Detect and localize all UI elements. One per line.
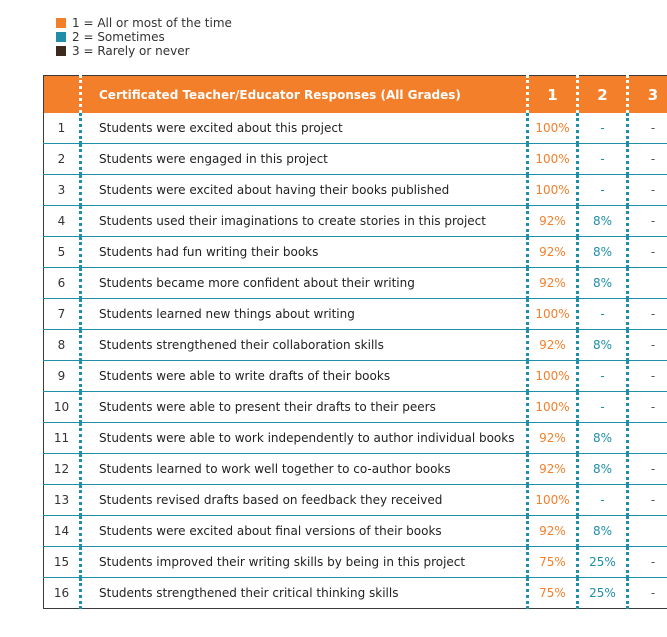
row-value-1: 92% [528,237,578,268]
row-statement: Students were able to present their drafts to their peers [81,392,528,423]
row-value-1: 92% [528,516,578,547]
header-row [44,76,667,114]
row-value-1: 100% [528,392,578,423]
row-value-2: - [578,144,628,175]
row-statement: Students learned to work well together to co-author books [81,454,528,485]
row-value-3: - [628,578,667,609]
table-row [44,578,667,609]
table-row [44,268,667,299]
row-value-3 [628,423,667,454]
legend-label-3: 3 = Rarely or never [72,44,190,58]
row-value-1: 75% [528,547,578,578]
row-value-1: 100% [528,144,578,175]
table-row [44,454,667,485]
row-value-2: - [578,392,628,423]
row-number: 9 [44,361,81,392]
row-value-3: - [628,237,667,268]
row-statement: Students strengthened their collaboration skills [81,330,528,361]
row-value-2: 25% [578,578,628,609]
row-value-1: 100% [528,485,578,516]
row-number: 5 [44,237,81,268]
row-value-1: 100% [528,175,578,206]
row-value-2: 8% [578,330,628,361]
row-statement: Students were excited about having their books published [81,175,528,206]
responses-table [43,75,667,609]
row-value-2: 8% [578,454,628,485]
row-value-2: 8% [578,237,628,268]
header-col-1: 1 [528,76,578,114]
table-row [44,485,667,516]
table-row [44,299,667,330]
row-statement: Students learned new things about writing [81,299,528,330]
row-number: 7 [44,299,81,330]
row-number: 6 [44,268,81,299]
legend-item-1 [56,16,232,30]
table-row [44,423,667,454]
row-value-3 [628,516,667,547]
row-value-3: - [628,547,667,578]
row-value-1: 75% [528,578,578,609]
table-row [44,237,667,268]
row-number: 8 [44,330,81,361]
row-statement: Students were excited about final versions of their books [81,516,528,547]
row-value-3: - [628,392,667,423]
row-value-2: 8% [578,268,628,299]
row-value-2: - [578,361,628,392]
legend-swatch-orange [56,18,66,28]
row-value-3: - [628,330,667,361]
row-value-2: - [578,485,628,516]
row-value-3: - [628,361,667,392]
row-statement: Students were able to work independently to author individual books [81,423,528,454]
legend-item-2 [56,30,232,44]
row-number: 10 [44,392,81,423]
table-row [44,547,667,578]
row-value-1: 92% [528,268,578,299]
table-body [44,113,667,609]
row-number: 13 [44,485,81,516]
header-num-cell [44,76,81,114]
row-statement: Students revised drafts based on feedback they received [81,485,528,516]
row-statement: Students were excited about this project [81,113,528,144]
row-statement: Students were engaged in this project [81,144,528,175]
row-statement: Students were able to write drafts of their books [81,361,528,392]
row-value-1: 92% [528,454,578,485]
table-row [44,144,667,175]
legend-swatch-brown [56,46,66,56]
row-number: 4 [44,206,81,237]
row-statement: Students strengthened their critical thinking skills [99,586,399,600]
row-value-2: - [578,175,628,206]
row-value-3: - [628,144,667,175]
header-title: Certificated Teacher/Educator Responses (All Grades) [81,76,528,114]
header-col-3: 3 [628,76,667,114]
legend-label-1: 1 = All or most of the time [72,16,232,30]
legend-swatch-teal [56,32,66,42]
row-value-1: 92% [528,423,578,454]
table-row [44,175,667,206]
table-row [44,392,667,423]
row-value-3: - [628,175,667,206]
row-value-2: 8% [578,206,628,237]
legend [56,16,232,58]
row-value-2: 8% [578,516,628,547]
table-row [44,330,667,361]
table-row [44,361,667,392]
row-value-1: 100% [528,361,578,392]
row-value-2: - [578,113,628,144]
row-value-3: - [628,454,667,485]
row-value-3: - [628,485,667,516]
row-value-3: - [628,113,667,144]
header-col-2: 2 [578,76,628,114]
row-value-2: 8% [578,423,628,454]
row-value-1: 92% [528,330,578,361]
row-number: 14 [44,516,81,547]
row-number: 12 [44,454,81,485]
table-row [44,113,667,144]
row-number: 2 [44,144,81,175]
row-value-2: - [578,299,628,330]
table-row [44,206,667,237]
legend-label-2: 2 = Sometimes [72,30,165,44]
row-number: 15 [44,547,81,578]
row-number: 11 [44,423,81,454]
row-value-3: - [628,299,667,330]
row-value-1: 100% [528,299,578,330]
legend-item-3 [56,44,232,58]
row-statement: Students improved their writing skills by being in this project [81,547,528,578]
table-header [44,76,667,114]
row-number: 3 [44,175,81,206]
row-value-3 [628,268,667,299]
row-value-1: 100% [528,113,578,144]
table-row [44,516,667,547]
row-value-2: 25% [578,547,628,578]
row-number: 16 [44,578,81,609]
row-number: 1 [44,113,81,144]
row-statement: Students became more confident about their writing [81,268,528,299]
row-statement: Students had fun writing their books [81,237,528,268]
row-value-1: 92% [528,206,578,237]
row-value-3: - [628,206,667,237]
row-statement: Students used their imaginations to create stories in this project [81,206,528,237]
